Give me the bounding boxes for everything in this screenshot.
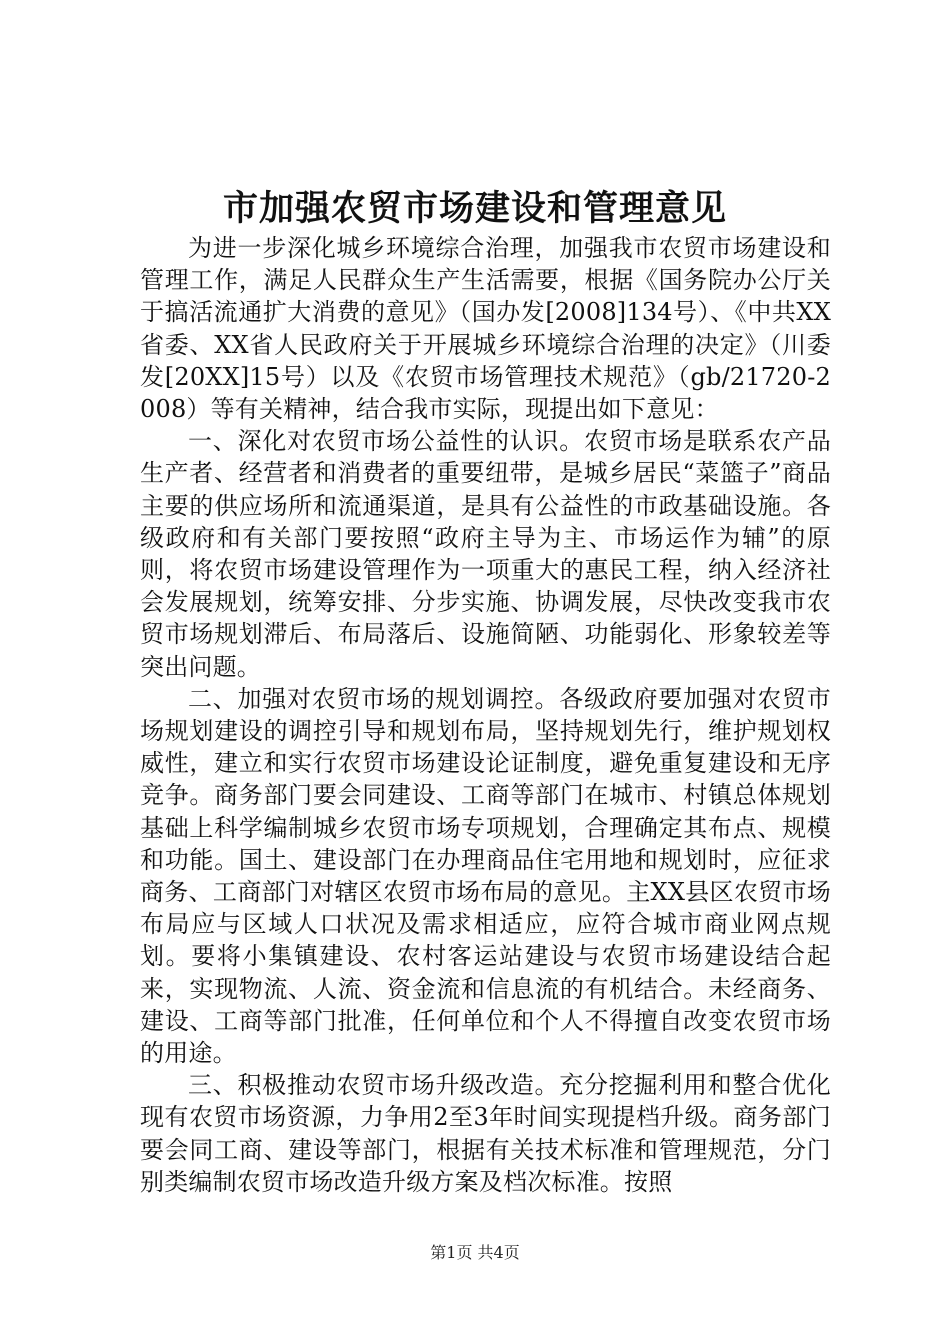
paragraph-intro: 为进一步深化城乡环境综合治理，加强我市农贸市场建设和管理工作，满足人民群众生产生活需要，根据《国务院办公厅关于搞活流通扩大消费的意见》（国办发[2008]134号）、《中共XX省委、XX省人民政府关于开展城乡环境综合治理的决定》（川委发[20XX]15号）以及《农贸市场管理技术规范》（gb/21720-2008）等有关精神，结合我市实际，现提出如下意见：: [140, 234, 831, 424]
document-title: 市加强农贸市场建设和管理意见: [222, 189, 727, 229]
paragraph-section-1: 一、深化对农贸市场公益性的认识。农贸市场是联系农产品生产者、经营者和消费者的重要纽带，是城乡居民“菜篮子”商品主要的供应场所和流通渠道，是具有公益性的市政基础设施。各级政府和有关部门要按照“政府主导为主、市场运作为辅”的原则，将农贸市场建设管理作为一项重大的惠民工程，纳入经济社会发展规划，统筹安排、分步实施、协调发展，尽快改变我市农贸市场规划滞后、布局落后、设施简陋、功能弱化、形象较差等突出问题。: [140, 427, 831, 681]
paragraph-section-3: 三、积极推动农贸市场升级改造。充分挖掘利用和整合优化现有农贸市场资源，力争用2至3年时间实现提档升级。商务部门要会同工商、建设等部门，根据有关技术标准和管理规范，分门别类编制农贸市场改造升级方案及档次标准。按照: [140, 1071, 831, 1196]
paragraph-section-2: 二、加强对农贸市场的规划调控。各级政府要加强对农贸市场规划建设的调控引导和规划布局，坚持规划先行，维护规划权威性，建立和实行农贸市场建设论证制度，避免重复建设和无序竞争。商务部门要会同建设、工商等部门在城市、村镇总体规划基础上科学编制城乡农贸市场专项规划，合理确定其布点、规模和功能。国土、建设部门在办理商品住宅用地和规划时，应征求商务、工商部门对辖区农贸市场布局的意见。主XX县区农贸市场布局应与区域人口状况及需求相适应，应符合城市商业网点规划。要将小集镇建设、农村客运站建设与农贸市场建设结合起来，实现物流、人流、资金流和信息流的有机结合。未经商务、建设、工商等部门批准，任何单位和个人不得擅自改变农贸市场的用途。: [140, 684, 831, 1068]
document-body: [140, 232, 831, 1198]
page-number-footer: 第1页 共4页: [430, 1243, 520, 1262]
